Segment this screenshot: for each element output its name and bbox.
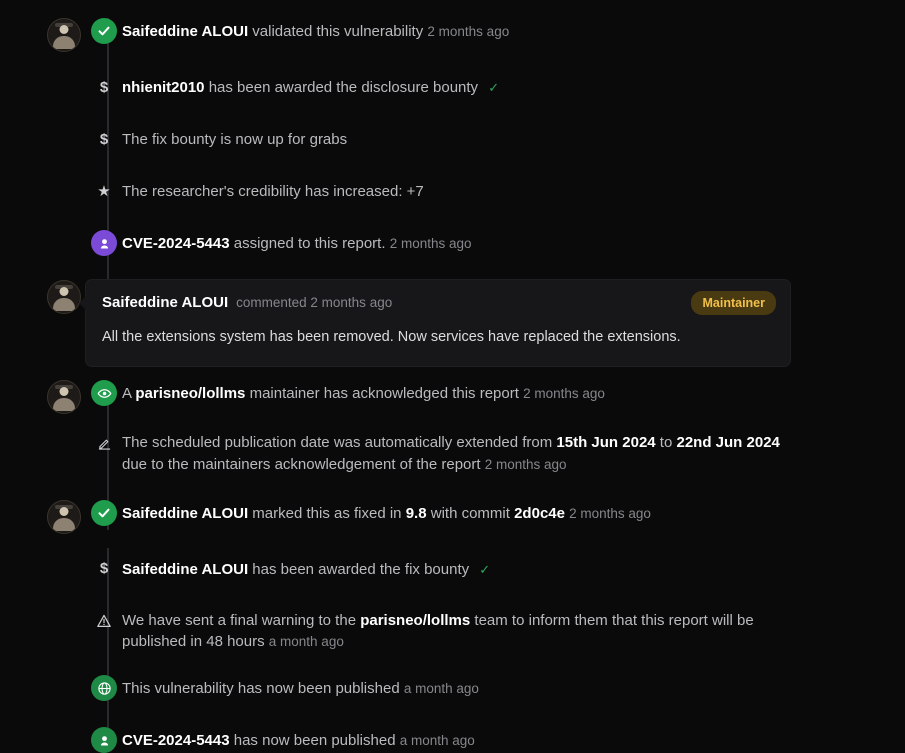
icon-column [86,500,122,526]
check-circle-icon [91,500,117,526]
timeline-item-acknowledged [0,380,905,414]
icon-column [86,380,122,406]
cve-badge-icon [91,727,117,753]
repo-name[interactable]: parisneo/lollms [360,611,471,629]
event-text: assigned to this report. [233,235,386,252]
timeline-item-cve-published [0,727,905,753]
timeline-item-text [122,126,905,151]
timeline-item-text [122,430,905,476]
event-text: has been awarded the disclosure bounty [208,79,479,96]
icon-column [86,18,122,44]
prefix-text: A [122,385,132,403]
icon-column [86,178,122,204]
icon-column [86,230,122,256]
event-text: has been awarded the fix bounty [252,560,470,578]
timeline-item-validated [0,18,905,52]
actor-name: Saifeddine ALOUI [122,504,249,522]
date-to: 22nd Jun 2024 [676,434,780,452]
comment-meta: commented 2 months ago [236,295,393,311]
timeline-item-disclosure-bounty [0,74,905,104]
timeline-item-text [122,500,905,525]
warning-icon [91,608,117,634]
icon-column [86,608,122,634]
comment-body: All the extensions system has been removed. Now services have replaced the extensions. [102,329,681,346]
dollar-icon: $ [99,130,109,148]
event-text: This vulnerability has now been published [122,680,400,698]
avatar[interactable] [47,280,81,314]
icon-column [86,74,122,100]
timeline-item-text [122,556,905,581]
timeline-item-fix-bounty-grabs [0,126,905,156]
timeline-item-text [122,18,905,43]
event-time: 2 months ago [427,24,510,39]
event-time: 2 months ago [523,386,605,402]
timeline-item-text [122,727,905,752]
timeline-item-credibility [0,178,905,208]
timeline-item-text [122,380,905,405]
event-text: The fix bounty is now up for grabs [122,131,348,148]
comment-wrapper [86,280,905,366]
event-text: validated this vulnerability [252,23,424,40]
event-text-2: team to inform them that this report will be published in 48 hours [122,611,754,651]
event-time: 2 months ago [569,505,651,521]
commit-hash[interactable]: 2d0c4e [514,504,565,522]
timeline-item-final-warning [0,608,905,654]
date-from: 15th Jun 2024 [556,434,656,452]
timeline-item-published [0,675,905,705]
repo-name[interactable]: parisneo/lollms [135,385,246,403]
event-time: a month ago [399,733,475,749]
cve-id[interactable]: CVE-2024-5443 [122,235,230,252]
avatar[interactable] [47,18,81,52]
version-number: 9.8 [405,504,427,522]
avatar-wrapper [42,500,86,534]
avatar[interactable] [47,380,81,414]
event-text-1: We have sent a final warning to the [122,611,361,629]
actor-name: nhienit2010 [122,79,205,96]
event-text: marked this as fixed in [252,504,402,522]
event-time: 2 months ago [484,456,567,472]
timeline-item-text [122,178,905,203]
star-icon: ★ [97,182,111,200]
eye-icon [91,380,117,406]
event-text: The researcher's credibility has increased: +7 [122,183,424,200]
avatar[interactable] [47,500,81,534]
timeline-item-publication-extended [0,430,905,476]
check-circle-icon [91,18,117,44]
event-time: a month ago [403,681,479,697]
timeline [0,18,905,753]
icon-column [86,430,122,456]
icon-column [86,126,122,152]
avatar-wrapper [42,380,86,414]
timeline-item-text [122,74,905,99]
icon-column [86,556,122,582]
actor-name: Saifeddine ALOUI [122,23,249,40]
actor-name: Saifeddine ALOUI [122,560,249,578]
dollar-icon: $ [99,560,109,578]
timeline-item-cve-assigned [0,230,905,260]
event-text-1: The scheduled publication date was automatically extended from [122,434,557,452]
comment-author[interactable]: Saifeddine ALOUI [102,294,229,312]
timeline-item-text [122,608,905,654]
event-text: maintainer has acknowledged this report [249,385,519,403]
comment-card [86,280,790,366]
timeline-item-text [122,675,905,700]
timeline-item-text [122,230,905,255]
pencil-icon [91,430,117,456]
dollar-icon: $ [99,78,109,96]
event-time: 2 months ago [389,236,472,251]
globe-icon [91,675,117,701]
event-time: a month ago [268,634,344,650]
icon-column [86,675,122,701]
event-text-2: to [655,434,677,452]
check-icon: ✓ [479,561,491,577]
cve-badge-icon [91,230,117,256]
report-timeline-page [0,18,905,753]
timeline-item-fix-bounty-awarded [0,556,905,586]
cve-id[interactable]: CVE-2024-5443 [122,732,230,750]
event-text: has now been published [233,732,396,750]
timeline-item-marked-fixed [0,500,905,534]
timeline-item-comment [0,280,905,366]
icon-column [86,727,122,753]
comment-header [86,280,790,323]
avatar-wrapper [42,18,86,52]
event-text-2: with commit [430,504,510,522]
status-badge: Maintainer [691,291,776,315]
check-icon: ✓ [488,80,500,95]
event-text-3: due to the maintainers acknowledgement of the report [122,455,481,473]
